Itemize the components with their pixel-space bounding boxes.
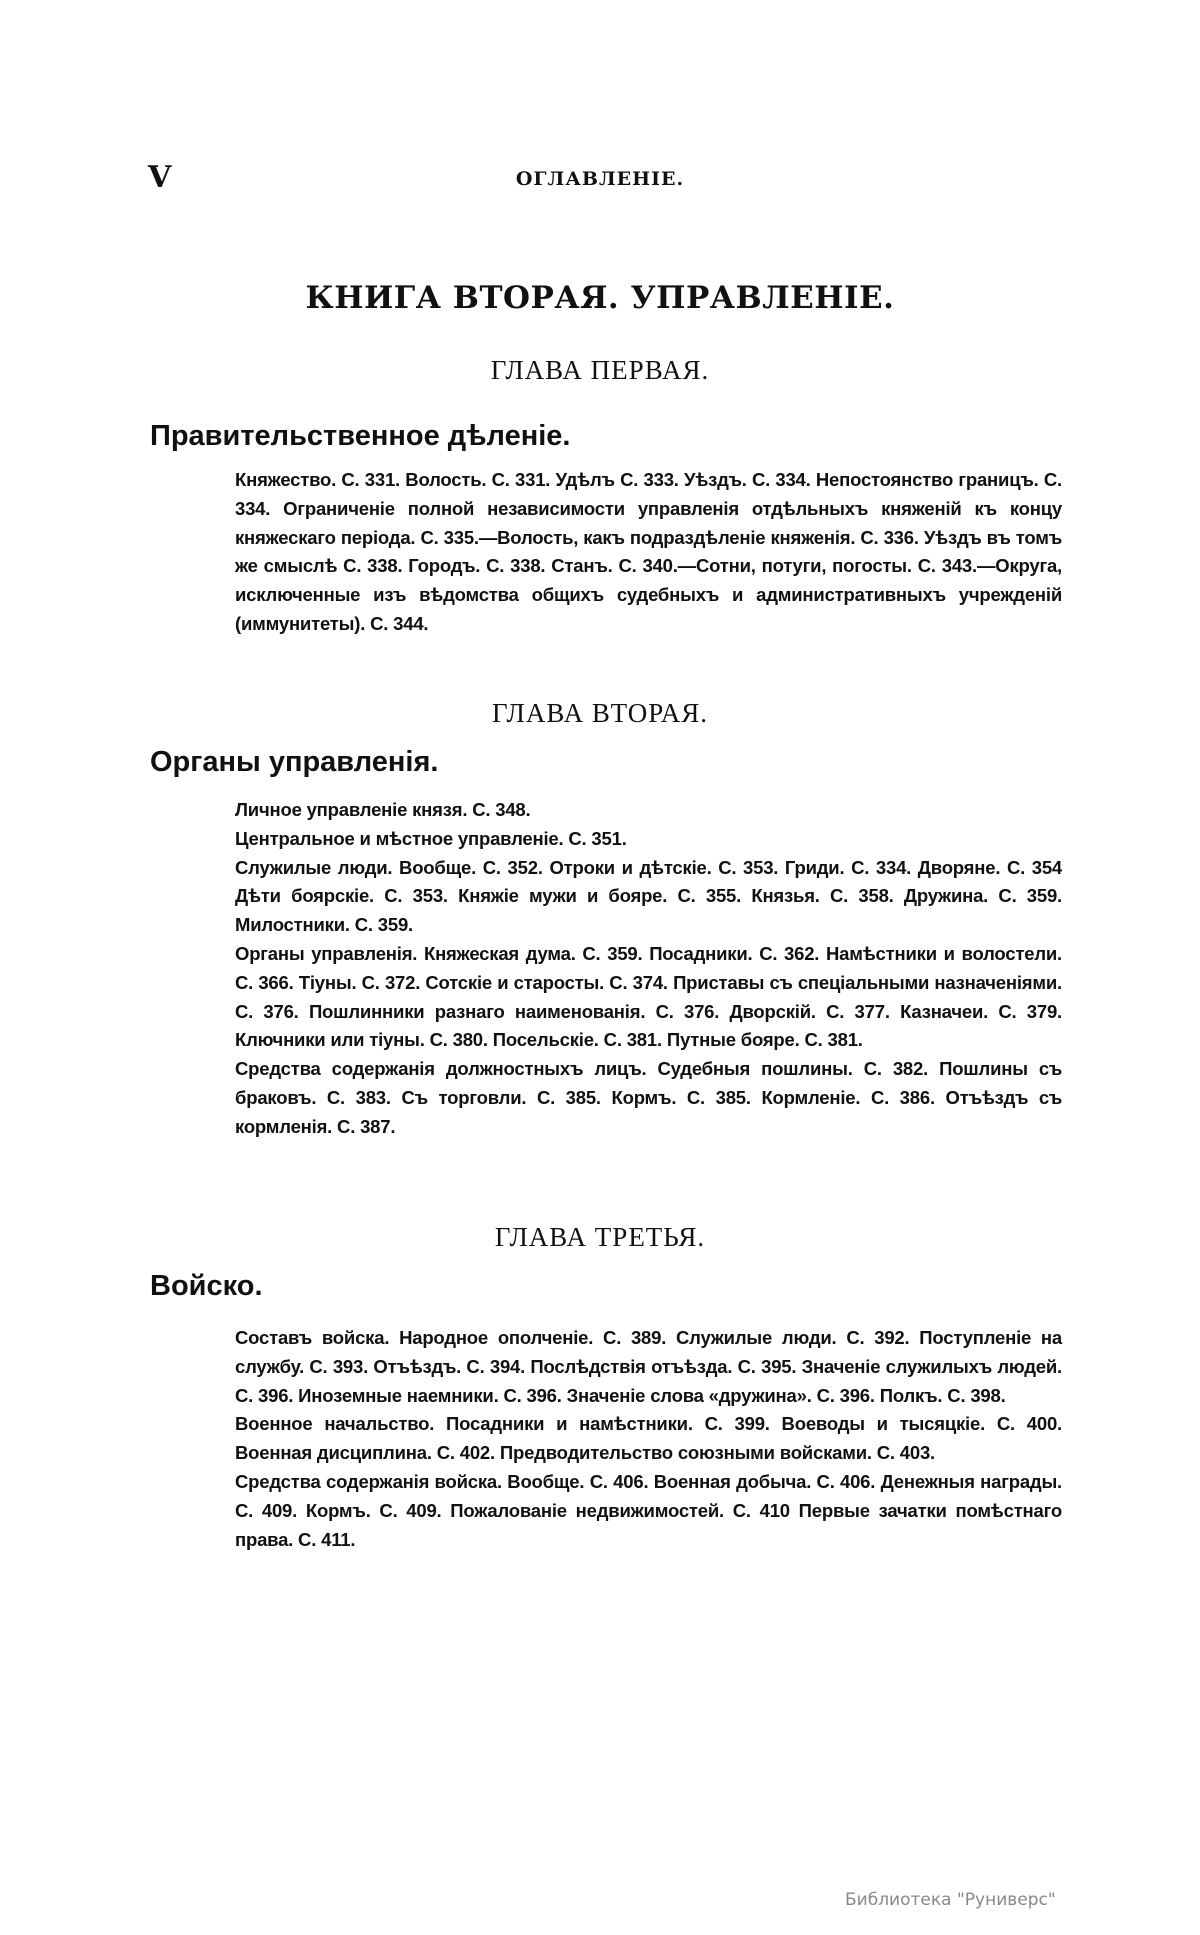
book-title: КНИГА ВТОРАЯ. УПРАВЛЕНIЕ. <box>305 280 895 316</box>
contents-paragraph: Военное начальство. Посадники и намѣстники. С. 399. Воеводы и тысяцкiе. С. 400. Военная дисциплина. С. 402. Предводительство союзными войсками. С. 403. <box>235 1413 1062 1464</box>
running-title: ОГЛАВЛЕНIЕ. <box>515 168 685 190</box>
contents-paragraph: Составъ войска. Народное ополченiе. С. 389. Служилые люди. С. 392. Поступленiе на службу. С. 393. Отъѣздъ. С. 394. Послѣдствiя отъѣзда. С. 395. Значенiе служилыхъ людей. С. 396. Иноземные наемники. С. 396. Значенiе слова «дружина». С. 396. Полкъ. С. 398. <box>235 1327 1062 1406</box>
contents-paragraph: Княжество. С. 331. Волость. С. 331. Удѣлъ С. 333. Уѣздъ. С. 334. Непостоянство границъ. С. 334. Ограниченiе полной независимости управленiя отдѣльныхъ княженiй къ концу княжескаго перiода. С. 335.—Волость, какъ подраздѣленiе княженiя. С. 336. Уѣздъ въ томъ же смыслѣ С. 338. Городъ. С. 338. Станъ. С. 340.—Сотни, потуги, погосты. С. 343.—Округа, исключенные изъ вѣдомства общихъ судебныхъ и административныхъ учрежденiй (иммунитеты). С. 344. <box>235 469 1062 634</box>
contents-paragraph: Средства содержанiя войска. Вообще. С. 406. Военная добыча. С. 406. Денежныя награды. С. 409. Кормъ. С. 409. Пожалованiе недвижимостей. С. 410 Первые зачатки помѣстнаго права. С. 411. <box>235 1470 1062 1550</box>
contents-paragraph: Личное управленiе князя. С. 348. <box>235 799 531 820</box>
chapter-contents <box>235 466 1062 639</box>
section-heading: Органы управленiя. <box>150 746 439 778</box>
page-number: V <box>148 160 172 195</box>
contents-paragraph: Служилые люди. Вообще. С. 352. Отроки и дѣтскiе. С. 353. Гриди. С. 334. Дворяне. С. 354 Дѣти боярскiе. С. 353. Княжiе мужи и бояре. С. 355. Князья. С. 358. Дружина. С. 359. Милостники. С. 359. <box>235 856 1062 936</box>
contents-paragraph: Органы управленiя. Княжеская дума. С. 359. Посадники. С. 362. Намѣстники и волостели. С. 366. Тiуны. С. 372. Сотскiе и старосты. С. 374. Приставы съ спецiальными назначенiями. С. 376. Пошлинники разнаго наименованiя. С. 376. Дворскiй. С. 377. Казначеи. С. 379. Ключники или тiуны. С. 380. Посельскiе. С. 381. Путные бояре. С. 381. <box>235 942 1062 1051</box>
chapter-title: ГЛАВА ПЕРВАЯ. <box>490 355 710 385</box>
chapter-title: ГЛАВА ВТОРАЯ. <box>491 698 709 728</box>
chapter-contents <box>235 796 1062 1142</box>
contents-paragraph: Средства содержанiя должностныхъ лицъ. Судебныя пошлины. С. 382. Пошлины съ браковъ. С. 383. Съ торговли. С. 385. Кормъ. С. 385. Кормленiе. С. 386. Отъѣздъ съ кормленiя. С. 387. <box>235 1058 1062 1137</box>
section-heading: Войско. <box>150 1270 263 1302</box>
chapter-title: ГЛАВА ТРЕТЬЯ. <box>494 1222 706 1252</box>
contents-paragraph: Центральное и мѣстное управленiе. С. 351. <box>235 827 627 849</box>
section-heading: Правительственное дѣленiе. <box>150 420 571 452</box>
library-watermark: Библиотека "Руниверс" <box>845 1890 1056 1910</box>
chapter-contents <box>235 1324 1062 1554</box>
